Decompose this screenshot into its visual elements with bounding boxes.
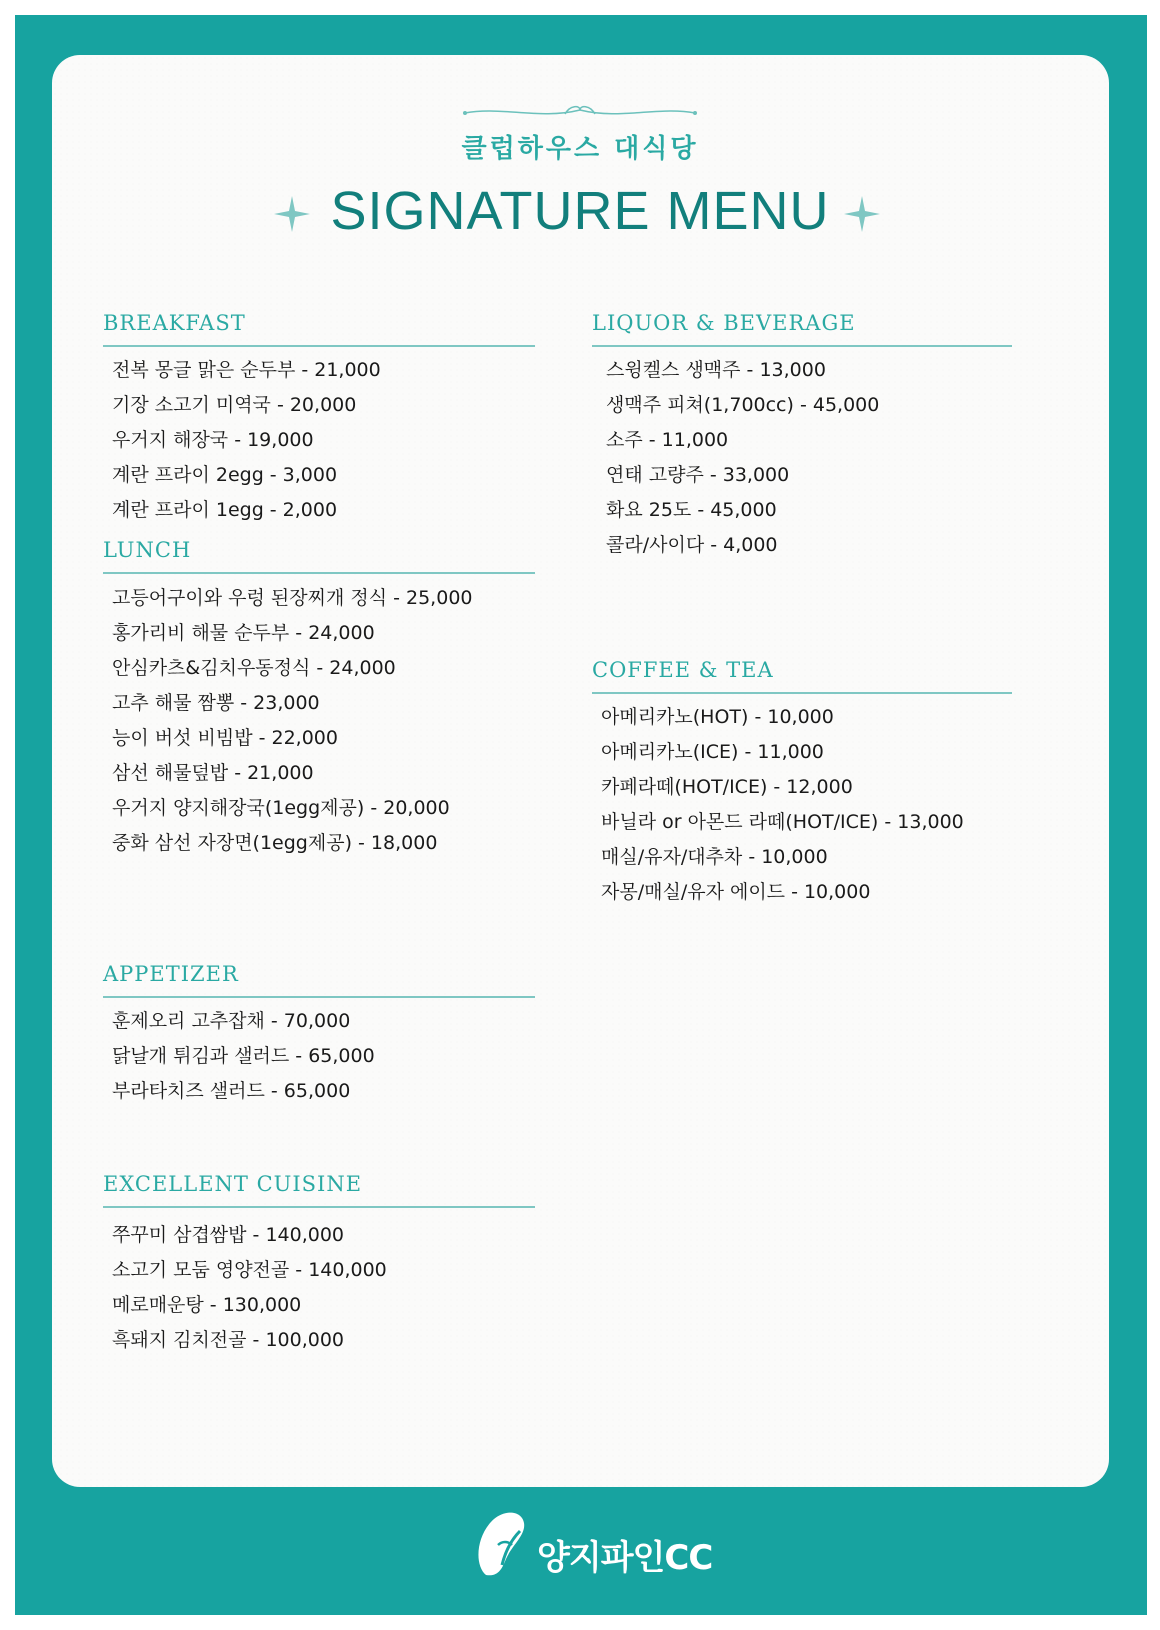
menu-item: 고추 해물 짬뽕 - 23,000 <box>112 692 320 714</box>
section-title: EXCELLENT CUISINE <box>103 1172 363 1196</box>
section-title: LIQUOR & BEVERAGE <box>592 311 856 335</box>
menu-item: 안심카츠&김치우동정식 - 24,000 <box>112 657 396 679</box>
section-title: BREAKFAST <box>103 311 246 335</box>
menu-item: 홍가리비 해물 순두부 - 24,000 <box>112 622 375 644</box>
divider <box>103 1206 535 1208</box>
menu-item: 아메리카노(HOT) - 10,000 <box>601 706 834 728</box>
section-liquor-beverage <box>592 309 1012 563</box>
divider <box>592 345 1012 347</box>
menu-item: 계란 프라이 2egg - 3,000 <box>112 464 338 486</box>
menu-item: 메로매운탕 - 130,000 <box>112 1294 302 1316</box>
menu-item: 매실/유자/대추차 - 10,000 <box>601 846 828 868</box>
menu-item: 닭날개 튀김과 샐러드 - 65,000 <box>112 1045 375 1067</box>
menu-item: 훈제오리 고추잡채 - 70,000 <box>112 1010 351 1032</box>
menu-item: 콜라/사이다 - 4,000 <box>606 534 778 556</box>
menu-item: 자몽/매실/유자 에이드 - 10,000 <box>601 881 871 903</box>
menu-item: 전복 몽글 맑은 순두부 - 21,000 <box>112 359 381 381</box>
four-point-star-icon <box>840 192 884 236</box>
menu-item: 바닐라 or 아몬드 라떼(HOT/ICE) - 13,000 <box>601 811 964 833</box>
menu-item: 중화 삼선 자장면(1egg제공) - 18,000 <box>112 832 438 854</box>
page-subtitle: 클럽하우스 대식당 <box>461 134 699 164</box>
section-breakfast <box>103 309 535 528</box>
section-lunch <box>103 536 535 861</box>
footer-logo-text: 양지파인CC <box>537 1538 713 1578</box>
menu-item: 소주 - 11,000 <box>606 429 729 451</box>
menu-item: 연태 고량주 - 33,000 <box>606 464 790 486</box>
section-excellent-cuisine <box>103 1170 535 1358</box>
section-title: LUNCH <box>103 538 192 562</box>
menu-item: 능이 버섯 비빔밥 - 22,000 <box>112 727 338 749</box>
menu-item: 우거지 해장국 - 19,000 <box>112 429 314 451</box>
page-title: SIGNATURE MENU <box>330 181 830 241</box>
divider <box>592 692 1012 694</box>
menu-item: 기장 소고기 미역국 - 20,000 <box>112 394 357 416</box>
menu-item: 스윙켈스 생맥주 - 13,000 <box>606 359 826 381</box>
scroll-ornament-icon <box>460 102 700 124</box>
menu-item: 우거지 양지해장국(1egg제공) - 20,000 <box>112 797 450 819</box>
menu-item: 아메리카노(ICE) - 11,000 <box>601 741 824 763</box>
divider <box>103 345 535 347</box>
section-title: COFFEE & TEA <box>592 658 774 682</box>
menu-item: 삼선 해물덮밥 - 21,000 <box>112 762 314 784</box>
menu-item: 카페라떼(HOT/ICE) - 12,000 <box>601 776 853 798</box>
section-appetizer <box>103 960 535 1109</box>
divider <box>103 996 535 998</box>
menu-item: 계란 프라이 1egg - 2,000 <box>112 499 338 521</box>
menu-item: 쭈꾸미 삼겹쌈밥 - 140,000 <box>112 1224 345 1246</box>
menu-item: 화요 25도 - 45,000 <box>606 499 777 521</box>
menu-item: 생맥주 피쳐(1,700cc) - 45,000 <box>606 394 880 416</box>
section-title: APPETIZER <box>103 962 239 986</box>
divider <box>103 572 535 574</box>
section-coffee-tea <box>592 656 1012 910</box>
four-point-star-icon <box>270 192 314 236</box>
menu-item: 소고기 모둠 영양전골 - 140,000 <box>112 1259 387 1281</box>
menu-item: 흑돼지 김치전골 - 100,000 <box>112 1329 345 1351</box>
menu-item: 부라타치즈 샐러드 - 65,000 <box>112 1080 351 1102</box>
menu-item: 고등어구이와 우렁 된장찌개 정식 - 25,000 <box>112 587 473 609</box>
